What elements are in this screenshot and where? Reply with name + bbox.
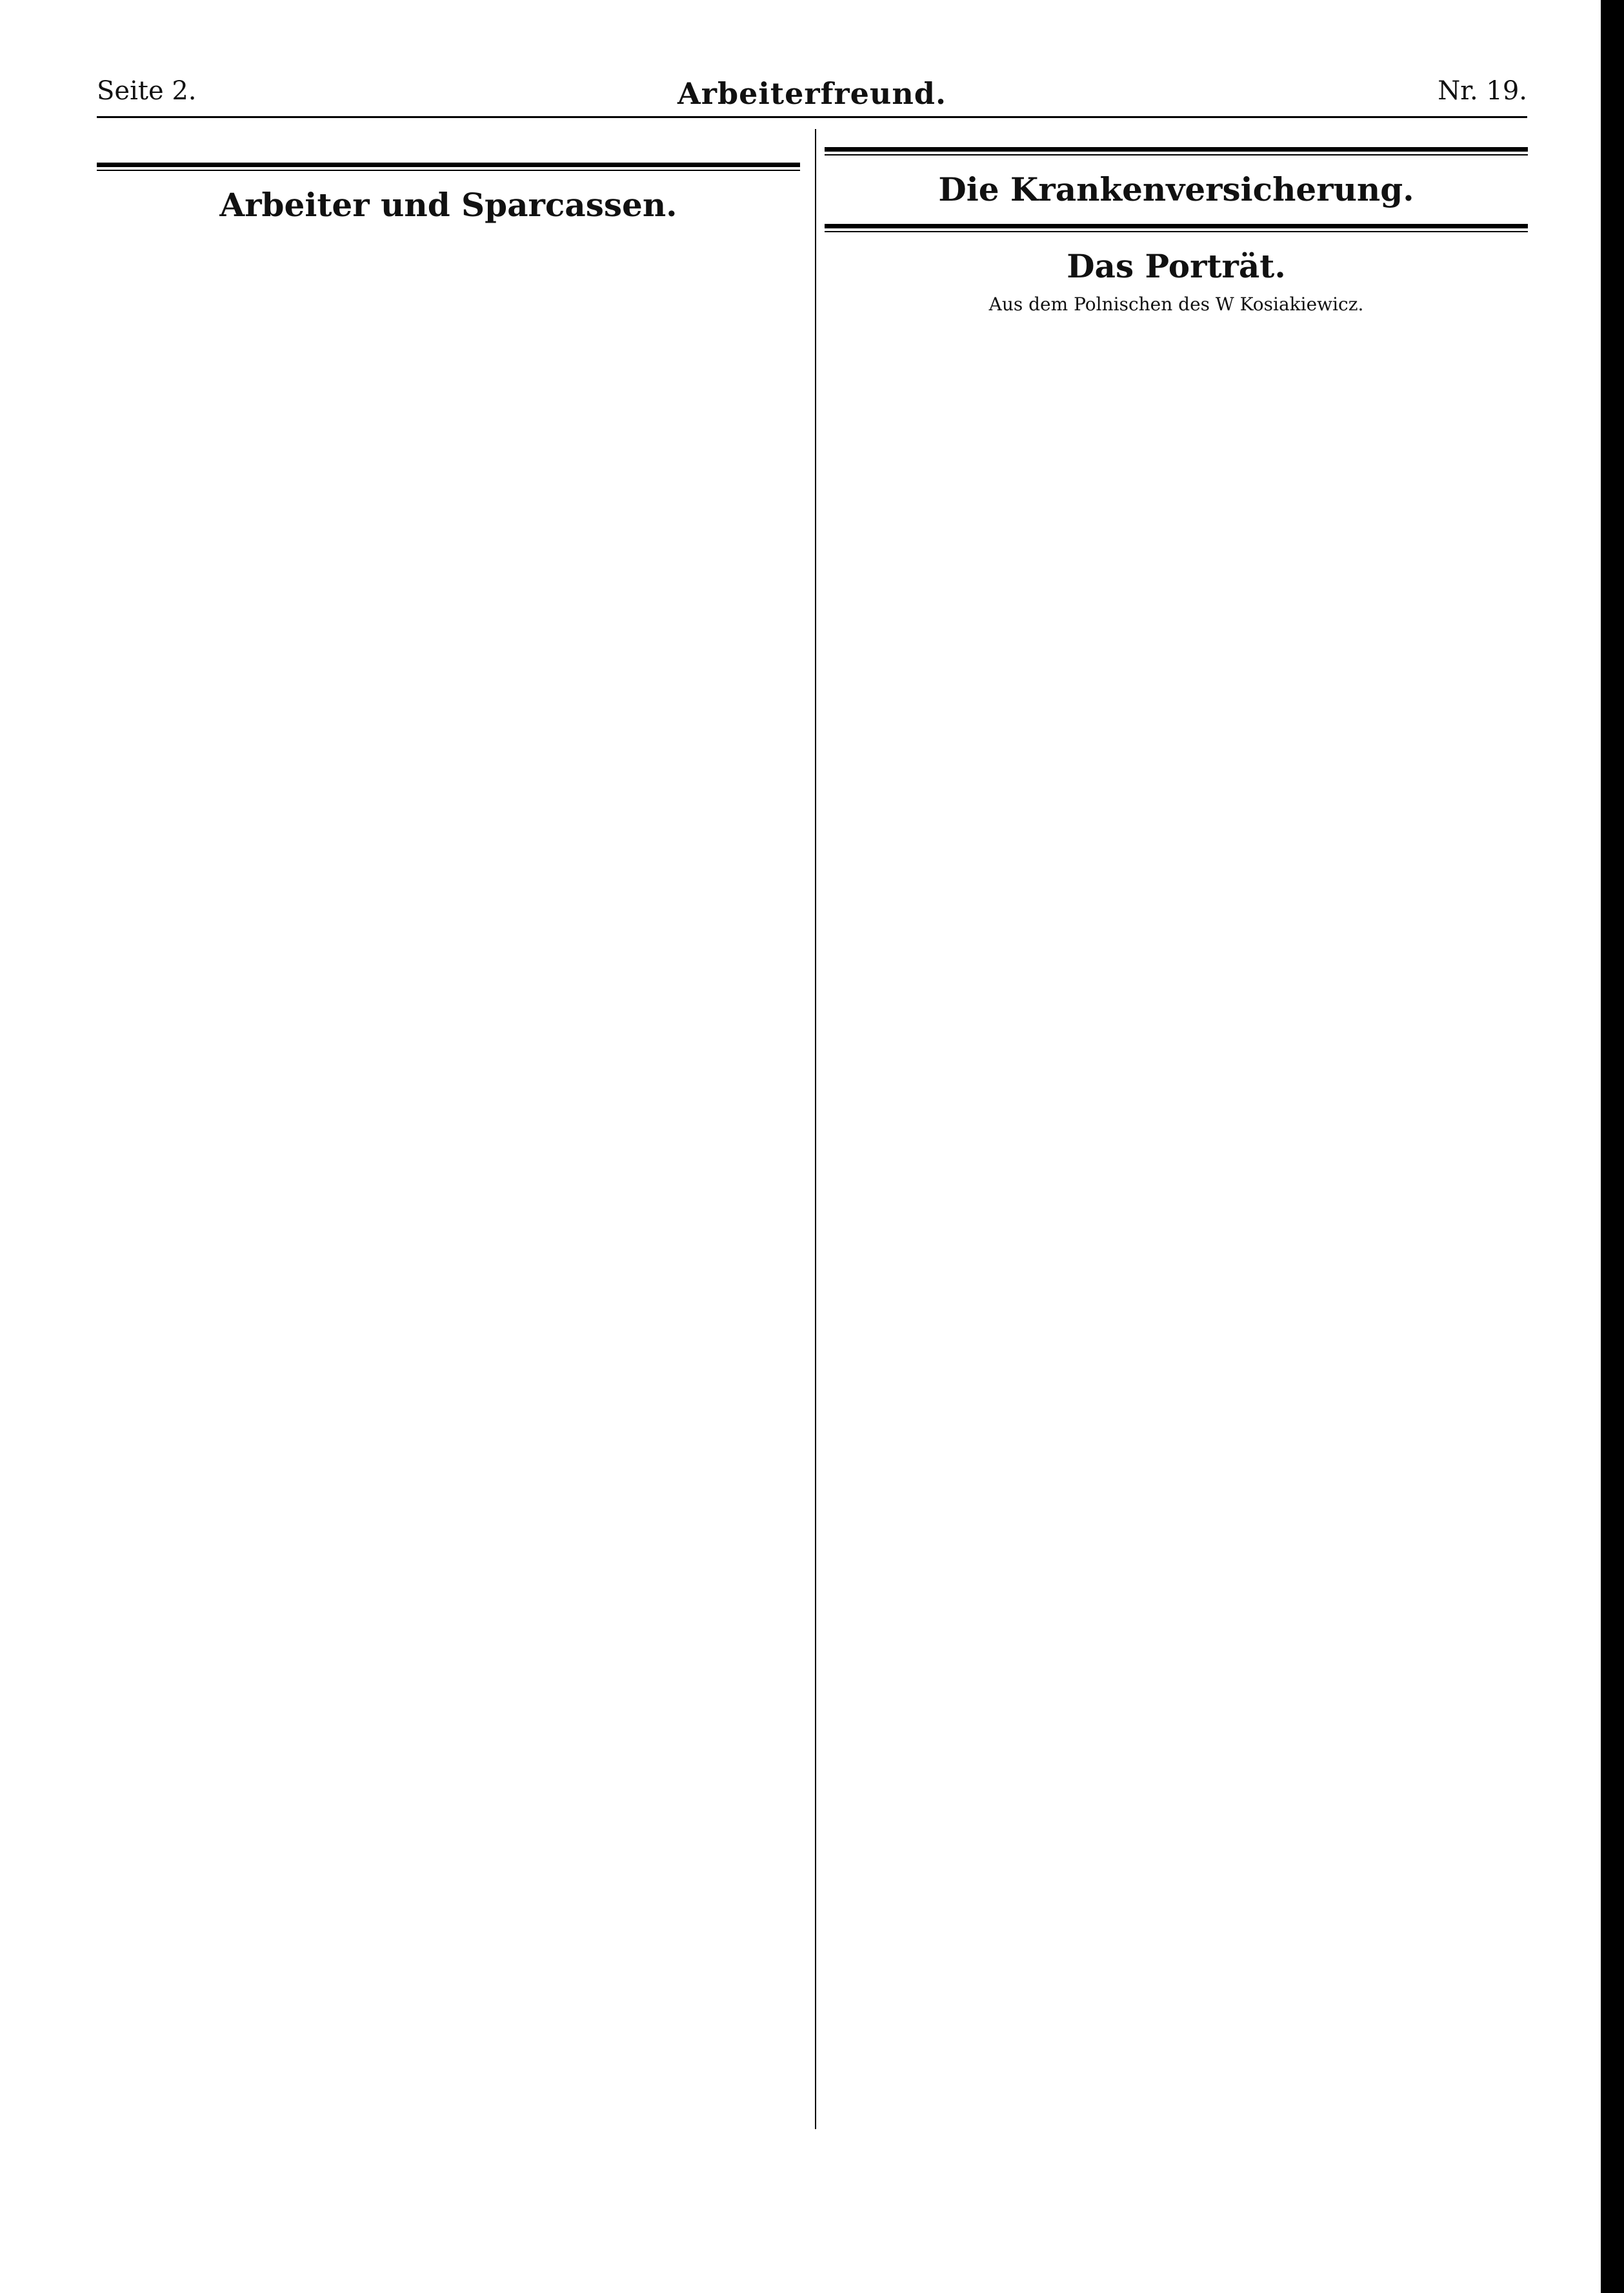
- scan-border: [1601, 0, 1624, 2293]
- header-rule: [97, 116, 1527, 118]
- page-number: Seite 2.: [97, 76, 197, 106]
- issue-number: Nr. 19.: [1438, 76, 1527, 106]
- section-rule: [97, 163, 800, 171]
- right-column: [825, 135, 1528, 2187]
- section-rule: [825, 147, 1528, 155]
- section-rule: [825, 224, 1528, 232]
- article-title: Arbeiter und Sparcassen.: [219, 186, 677, 224]
- portrait-title: Das Porträt.: [1067, 247, 1286, 285]
- column-divider: [815, 129, 816, 2129]
- masthead-title: Arbeiterfreund.: [677, 76, 947, 111]
- portrait-subtitle: Aus dem Polnischen des W Kosiakiewicz.: [988, 294, 1364, 315]
- left-column: [97, 135, 800, 2187]
- page-header: [97, 76, 1527, 115]
- section-title-krankenversicherung: Die Krankenversicherung.: [938, 170, 1414, 208]
